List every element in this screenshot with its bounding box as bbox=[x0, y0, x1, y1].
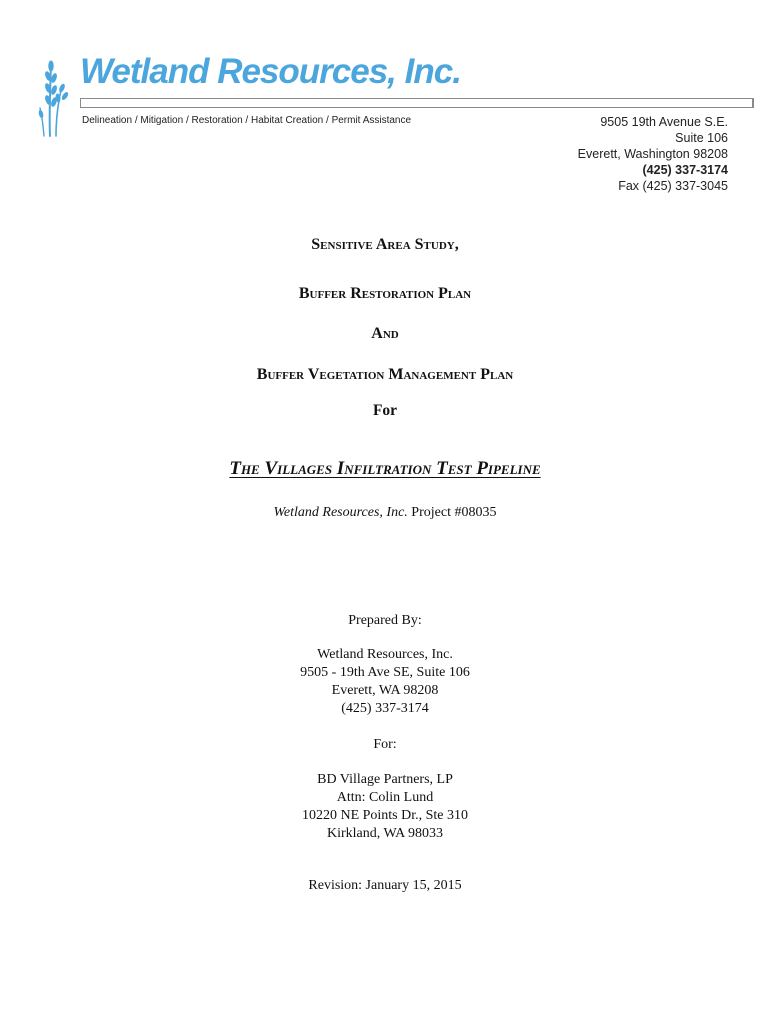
contact-block bbox=[578, 114, 728, 194]
title-line-buffer-restoration-plan: Buffer Restoration Plan bbox=[298, 285, 472, 302]
project-number: Project #08035 bbox=[407, 505, 497, 520]
company-logo-text: Wetland Resources, Inc. bbox=[80, 52, 461, 91]
address-line: Suite 106 bbox=[675, 131, 728, 145]
client-line: Attn: Colin Lund bbox=[336, 790, 434, 805]
client-line: 10220 NE Points Dr., Ste 310 bbox=[301, 808, 469, 823]
prepared-by-line: 9505 - 19th Ave SE, Suite 106 bbox=[300, 665, 470, 680]
project-number-line bbox=[0, 505, 770, 521]
title-line-sensitive-area-study: Sensitive Area Study, bbox=[311, 236, 459, 253]
prepared-for-block bbox=[0, 771, 770, 843]
title-line-buffer-vegetation-plan: Buffer Vegetation Management Plan bbox=[256, 366, 514, 383]
address-line: Everett, Washington 98208 bbox=[577, 147, 728, 161]
prepared-for-label: For: bbox=[373, 737, 397, 752]
title-line-and: And bbox=[371, 325, 399, 342]
revision-date: Revision: January 15, 2015 bbox=[308, 878, 462, 893]
wheat-grass-icon bbox=[38, 56, 72, 138]
client-line: BD Village Partners, LP bbox=[317, 772, 453, 787]
project-company: Wetland Resources, Inc. bbox=[273, 505, 408, 520]
client-line: Kirkland, WA 98033 bbox=[326, 826, 443, 841]
fax-number: Fax (425) 337-3045 bbox=[618, 179, 728, 193]
project-title: The Villages Infiltration Test Pipeline bbox=[229, 458, 541, 479]
prepared-by-block bbox=[0, 646, 770, 718]
header-rule bbox=[80, 98, 754, 108]
letterhead bbox=[0, 0, 770, 200]
services-tagline: Delineation / Mitigation / Restoration / Habitat Creation / Permit Assistance bbox=[82, 115, 412, 126]
prepared-by-line: Everett, WA 98208 bbox=[331, 683, 439, 698]
phone-number: (425) 337-3174 bbox=[642, 163, 728, 177]
title-line-for: For bbox=[372, 402, 398, 419]
prepared-by-line: Wetland Resources, Inc. bbox=[317, 647, 453, 662]
prepared-by-line: (425) 337-3174 bbox=[341, 701, 429, 716]
address-line: 9505 19th Avenue S.E. bbox=[600, 115, 728, 129]
prepared-by-label: Prepared By: bbox=[348, 613, 422, 628]
